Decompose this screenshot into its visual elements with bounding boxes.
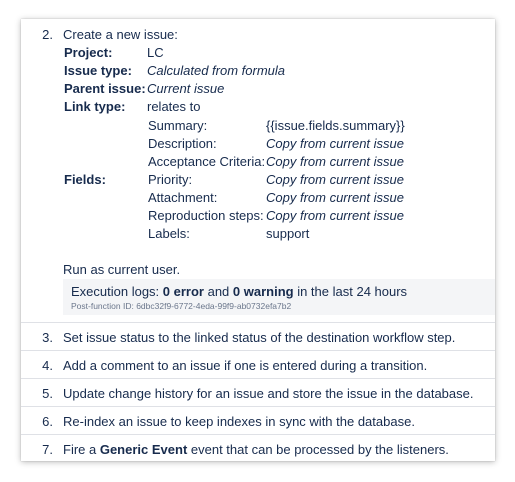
- logs-prefix: Execution logs:: [71, 284, 163, 299]
- field-name: Description:: [148, 136, 217, 151]
- field-value: support: [266, 226, 310, 241]
- post-function-step: [21, 323, 495, 351]
- error-count: 0 error: [162, 284, 204, 299]
- field-name: Acceptance Criteria:: [148, 154, 266, 169]
- step-text-prefix: Fire a: [63, 442, 100, 457]
- field-value: Copy from current issue: [266, 208, 404, 223]
- post-function-step: [21, 19, 495, 323]
- field-name: Priority:: [148, 172, 193, 187]
- run-as-text: Run as current user.: [63, 262, 181, 277]
- step-text: [63, 442, 449, 457]
- post-function-step: [21, 435, 495, 461]
- logs-middle: and: [203, 284, 233, 299]
- step-text: Add a comment to an issue if one is entered during a transition.: [63, 358, 428, 373]
- project-value: LC: [147, 45, 164, 60]
- post-functions-panel: [21, 19, 495, 461]
- fields-label: Fields:: [64, 172, 106, 187]
- field-name: Attachment:: [148, 190, 218, 205]
- field-value: Copy from current issue: [266, 136, 404, 151]
- event-name: Generic Event: [99, 442, 188, 457]
- step-title: Create a new issue:: [63, 27, 178, 42]
- step-number: 2.: [42, 27, 53, 42]
- field-value: Copy from current issue: [266, 172, 404, 187]
- field-value: Copy from current issue: [266, 154, 404, 169]
- logs-suffix: in the last 24 hours: [293, 284, 408, 299]
- field-value: {{issue.fields.summary}}: [266, 118, 405, 133]
- step-number: 7.: [42, 442, 53, 457]
- issue-type-value: Calculated from formula: [147, 63, 285, 78]
- field-name: Reproduction steps:: [148, 208, 264, 223]
- step-number: 5.: [42, 386, 53, 401]
- parent-issue-value: Current issue: [147, 81, 225, 96]
- link-type-label: Link type:: [64, 99, 126, 114]
- issue-type-label: Issue type:: [64, 63, 132, 78]
- field-name: Summary:: [148, 118, 208, 133]
- execution-logs-box: [63, 279, 495, 315]
- field-name: Labels:: [148, 226, 190, 241]
- post-function-id: Post-function ID: 6dbc32f9-6772-4eda-99f9-ab0732efa7b2: [71, 301, 292, 311]
- step-text: Update change history for an issue and store the issue in the database.: [63, 386, 474, 401]
- execution-logs-summary: [71, 284, 407, 299]
- post-function-step: [21, 407, 495, 435]
- step-text: Re-index an issue to keep indexes in sync with the database.: [63, 414, 415, 429]
- step-number: 3.: [42, 330, 53, 345]
- step-number: 4.: [42, 358, 53, 373]
- link-type-value: relates to: [147, 99, 201, 114]
- step-text-suffix: event that can be processed by the listeners.: [187, 442, 449, 457]
- field-value: Copy from current issue: [266, 190, 404, 205]
- warning-count: 0 warning: [232, 284, 294, 299]
- post-function-step: [21, 351, 495, 379]
- step-number: 6.: [42, 414, 53, 429]
- step-text: Set issue status to the linked status of the destination workflow step.: [63, 330, 456, 345]
- project-label: Project:: [64, 45, 113, 60]
- post-function-step: [21, 379, 495, 407]
- parent-issue-label: Parent issue:: [64, 81, 146, 96]
